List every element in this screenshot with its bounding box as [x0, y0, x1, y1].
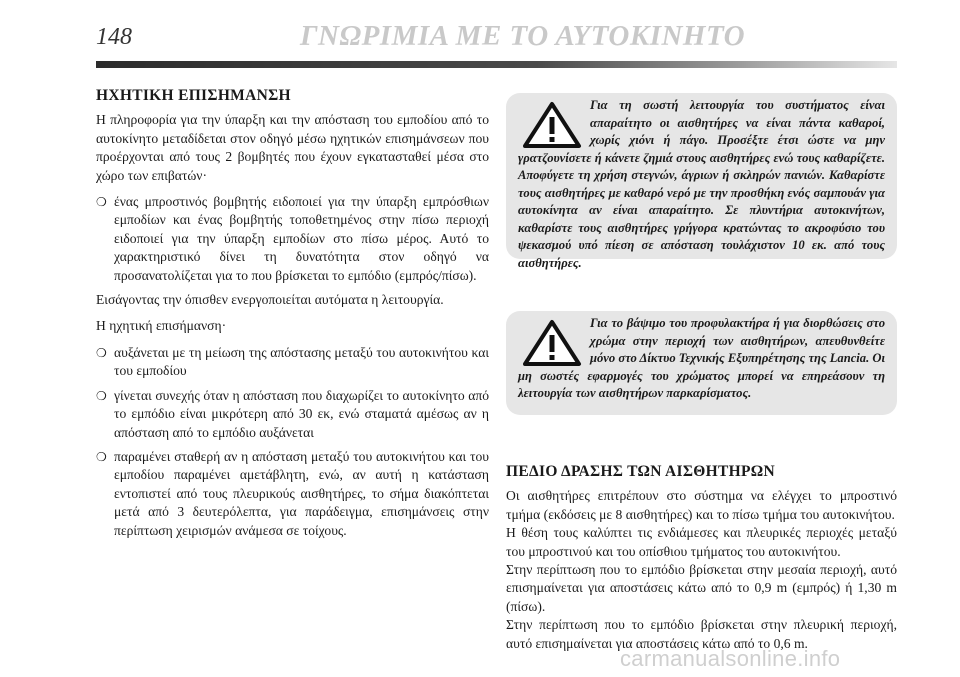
- list-item-text: ένας μπροστινός βομβητής ειδοποιεί για την ύπαρξη εμπρόσθιων εμποδίων και ένας βομβητής τοποθετημένος στην πίσω περιοχή ειδοποιεί για την ύπαρξη εμποδίων στο πίσω μέρος. Αυτό το χαρακτηριστικό δίνει τη δυνατότητα στον οδηγό να προσανατολίζεται για το που βρίσκεται το εμπόδιο (εμπρός/πίσω).: [114, 194, 489, 283]
- bullet-icon: ❍: [96, 195, 107, 210]
- warning-box-painting: [506, 311, 897, 415]
- warning-triangle-icon: [522, 319, 582, 367]
- watermark: carmanualsonline.info: [620, 646, 841, 671]
- warning-text: Για το βάψιμο του προφυλακτήρα ή για διορθώσεις στο χρώμα στην περιοχή των αισθητήρων, απευθυνθείτε μόνο στο Δίκτυο Τεχνικής Εξυπηρέτησης της Lancia. Οι μη σωστές εφαρμογές του χρώματος μπορεί να επηρεάσουν τη λειτουργία των αισθητήρων παρκαρίσματος.: [518, 316, 885, 400]
- left-column: [96, 87, 489, 546]
- sensor-paragraph: Η θέση τους καλύπτει τις ενδιάμεσες και πλευρικές περιοχές μεταξύ του μπροστινού και του οπίσθιου τμήματος του αυτοκινήτου.: [506, 525, 897, 559]
- warning-box-cleaning: [506, 93, 897, 270]
- list-item: [96, 344, 489, 381]
- bullet-icon: ❍: [96, 388, 107, 403]
- header-divider: [96, 61, 897, 68]
- warning-triangle-icon: [522, 101, 582, 149]
- page-header: [0, 0, 960, 80]
- sensor-paragraph: Στην περίπτωση που το εμπόδιο βρίσκεται στην πλευρική περιοχή, αυτό επισημαίνεται για αποστάσεις κάτω από το 0,6 m.: [506, 617, 897, 651]
- list-item: [96, 387, 489, 442]
- list-item: [96, 448, 489, 540]
- bullet-icon: ❍: [96, 345, 107, 360]
- sensor-range-section: [506, 463, 897, 653]
- signal-intro-paragraph: Η ηχητική επισήμανση·: [96, 318, 227, 334]
- warning-text: Για τη σωστή λειτουργία του συστήματος είναι απαραίτητο οι αισθητήρες να είναι πάντα καθαροί, χωρίς χιόνι ή πάγο. Προσέξτε έτσι ώστε να μην γρατζουνίσετε ή κάνετε ζημιά στους αισθητήρες ενώ τους καθαρίζετε. Αποφύγετε τη χρήση στεγνών, άγριων ή σκληρών πανιών. Καθαρίστε τους αισθητήρες με καθαρό νερό με την προσθήκη ενός σαμπουάν για αυτοκίνητα αν είναι απαραίτητο. Σε πλυντήρια αυτοκινήτων, καθαρίστε τους αισθητήρες γρήγορα κρατώντας το ακροφύσιο του ψεκασμού υπό πίεση σε απόσταση τουλάχιστον 10 εκ. από τους αισθητήρες.: [518, 98, 885, 270]
- bullet-icon: ❍: [96, 449, 107, 464]
- section-heading-sensor-range: ΠΕΔΙΟ ΔΡΑΣΗΣ ΤΩΝ ΑΙΣΘΗΤΗΡΩΝ: [506, 463, 775, 480]
- intro-paragraph: Η πληροφορία για την ύπαρξη και την απόσταση του εμποδίου από το αυτοκίνητο μεταδίδεται στον οδηγό μέσω ηχητικών επισημάνσεων που προέρχονται από τους 2 βομβητές που έχουν εγκατασταθεί μέσα στο χώρο των επιβατών·: [96, 112, 489, 183]
- page-number: 148: [96, 24, 132, 50]
- section-heading-acoustic-signal: ΗΧΗΤΙΚΗ ΕΠΙΣΗΜΑΝΣΗ: [96, 87, 291, 104]
- page-title: ΓΝΩΡΙΜΙΑ ΜΕ ΤΟ ΑΥΤΟΚΙΝΗΤΟ: [300, 20, 746, 52]
- list-item-text: γίνεται συνεχής όταν η απόσταση που διαχωρίζει το αυτοκίνητο από το εμπόδιο είναι μικρότερη από 30 εκ, ενώ σταματά αμέσως αν η απόσταση από το εμπόδιο αυξάνεται: [114, 387, 489, 440]
- sensor-paragraph: Οι αισθητήρες επιτρέπουν στο σύστημα να ελέγχει το μπροστινό τμήμα (εκδόσεις με 8 αισθητήρες) και το πίσω τμήμα του αυτοκινήτου.: [506, 488, 897, 522]
- sensor-paragraph: Στην περίπτωση που το εμπόδιο βρίσκεται στην μεσαία περιοχή, αυτό επισημαίνεται για αποστάσεις κάτω από το 0,9 m (εμπρός) ή 1,30 m (πίσω).: [506, 562, 897, 614]
- list-item-text: παραμένει σταθερή αν η απόσταση μεταξύ του αυτοκινήτου και του εμποδίου παραμένει αμετάβλητη, ενώ, αν αυτή η κατάσταση εντοπιστεί από τους πλευρικούς αισθητήρες, το σήμα διακόπτεται μετά από 3 δευτερόλεπτα, για παράδειγμα, επισημάνσεις στην περίπτωση χειρισμών ανάμεσα σε τοίχους.: [114, 448, 489, 538]
- reverse-gear-paragraph: Εισάγοντας την όπισθεν ενεργοποιείται αυτόματα η λειτουργία.: [96, 292, 444, 308]
- list-item: [96, 193, 489, 285]
- list-item-text: αυξάνεται με τη μείωση της απόστασης μεταξύ του αυτοκινήτου και του εμποδίου: [114, 344, 489, 379]
- right-column: [506, 93, 897, 653]
